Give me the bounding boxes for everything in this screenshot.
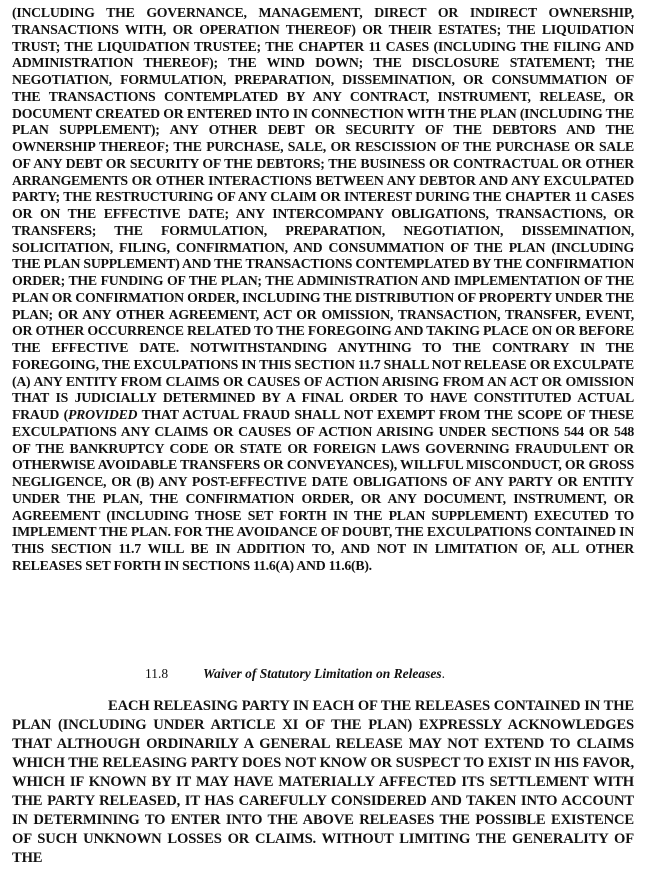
section-heading [145, 664, 445, 684]
section-number: 11.8 [145, 666, 169, 681]
proviso-term: PROVIDED [67, 407, 138, 422]
waiver-paragraph: EACH RELEASING PARTY IN EACH OF THE RELEASES CONTAINED IN THE PLAN (INCLUDING UNDER ARTICLE XI OF THE PLAN) EXPRESSLY ACKNOWLEDGES THAT ALTHOUGH ORDINARILY A GENERAL RELEASE MAY NOT EXTEND TO CLAIMS WHICH THE RELEASING PARTY DOES NOT KNOW OR SUSPECT TO EXIST IN HIS FAVOR, WHICH IF KNOWN BY IT MAY HAVE MATERIALLY AFFECTED ITS SETTLEMENT WITH THE PARTY RELEASED, IT HAS CAREFULLY CONSIDERED AND TAKEN INTO ACCOUNT IN DETERMINING TO ENTER INTO THE ABOVE RELEASES THE POSSIBLE EXISTENCE OF SUCH UNKNOWN LOSSES OR CLAIMS. WITHOUT LIMITING THE GENERALITY OF THE [12, 698, 634, 866]
exculpation-text-before-proviso: (INCLUDING THE GOVERNANCE, MANAGEMENT, DIRECT OR INDIRECT OWNERSHIP, TRANSACTIONS WITH, OR OPERATION THEREOF) OR THEIR ESTATES; THE LIQUIDATION TRUST; THE LIQUIDATION TRUSTEE; THE CHAPTER 11 CASES (INCLUDING THE FILING AND ADMINISTRATION THEREOF); THE WIND DOWN; THE DISCLOSURE STATEMENT; THE NEGOTIATION, FORMULATION, PREPARATION, DISSEMINATION, OR CONSUMMATION OF THE TRANSACTIONS CONTEMPLATED BY ANY CONTRACT, INSTRUMENT, RELEASE, OR DOCUMENT CREATED OR ENTERED INTO IN CONNECTION WITH THE PLAN (INCLUDING THE PLAN SUPPLEMENT); ANY OTHER DEBT OR SECURITY OF THE DEBTORS AND THE OWNERSHIP THEREOF; THE PURCHASE, SALE, OR RESCISSION OF THE PURCHASE OR SALE OF ANY DEBT OR SECURITY OF THE DEBTORS; THE BUSINESS OR CONTRACTUAL OR OTHER ARRANGEMENTS OR OTHER INTERACTIONS BETWEEN ANY DEBTOR AND ANY EXCULPATED PARTY; THE RESTRUCTURING OF ANY CLAIM OR INTEREST DURING THE CHAPTER 11 CASES OR ON THE EFFECTIVE DATE; ANY INTERCOMPANY OBLIGATIONS, TRANSACTIONS, OR TRANSFERS; THE FORMULATION, PREPARATION, NEGOTIATION, DISSEMINATION, SOLICITATION, FILING, CONFIRMATION, AND CONSUMMATION OF THE PLAN (INCLUDING THE PLAN SUPPLEMENT) AND THE TRANSACTIONS CONTEMPLATED BY THE CONFIRMATION ORDER; THE FUNDING OF THE PLAN; THE ADMINISTRATION AND IMPLEMENTATION OF THE PLAN OR CONFIRMATION ORDER, INCLUDING THE DISTRIBUTION OF PROPERTY UNDER THE PLAN; OR ANY OTHER AGREEMENT, ACT OR OMISSION, TRANSACTION, TRANSFER, EVENT, OR OTHER OCCURRENCE RELATED TO THE FOREGOING AND TAKING PLACE ON OR BEFORE THE EFFECTIVE DATE. NOTWITHSTANDING ANYTHING TO THE CONTRARY IN THE FOREGOING, THE EXCULPATIONS IN THIS SECTION 11.7 SHALL NOT RELEASE OR EXCULPATE (A) ANY ENTITY FROM CLAIMS OR CAUSES OF ACTION ARISING FROM AN ACT OR OMISSION THAT IS JUDICIALLY DETERMINED BY A FINAL ORDER TO HAVE CONSTITUTED ACTUAL FRAUD ( [12, 5, 634, 422]
section-title: Waiver of Statutory Limitation on Releases [203, 666, 442, 681]
exculpation-text-after-proviso: THAT ACTUAL FRAUD SHALL NOT EXEMPT FROM THE SCOPE OF THESE EXCULPATIONS ANY CLAIMS OR CAUSES OF ACTION ARISING UNDER SECTIONS 544 OR 548 OF THE BANKRUPTCY CODE OR STATE OR FOREIGN LAWS GOVERNING FRAUDULENT OR OTHERWISE AVOIDABLE TRANSFERS OR CONVEYANCES), WILLFUL MISCONDUCT, OR GROSS NEGLIGENCE, OR (B) ANY POST-EFFECTIVE DATE OBLIGATIONS OF ANY PARTY OR ENTITY UNDER THE PLAN, THE CONFIRMATION ORDER, OR ANY DOCUMENT, INSTRUMENT, OR AGREEMENT (INCLUDING THOSE SET FORTH IN THE PLAN SUPPLEMENT) EXECUTED TO IMPLEMENT THE PLAN. FOR THE AVOIDANCE OF DOUBT, THE EXCULPATIONS CONTAINED IN THIS SECTION 11.7 WILL BE IN ADDITION TO, AND NOT IN LIMITATION OF, ALL OTHER RELEASES SET FORTH IN SECTIONS 11.6(A) AND 11.6(B). [12, 407, 634, 573]
section-title-terminator: . [441, 666, 446, 681]
exculpation-paragraph [12, 5, 634, 575]
